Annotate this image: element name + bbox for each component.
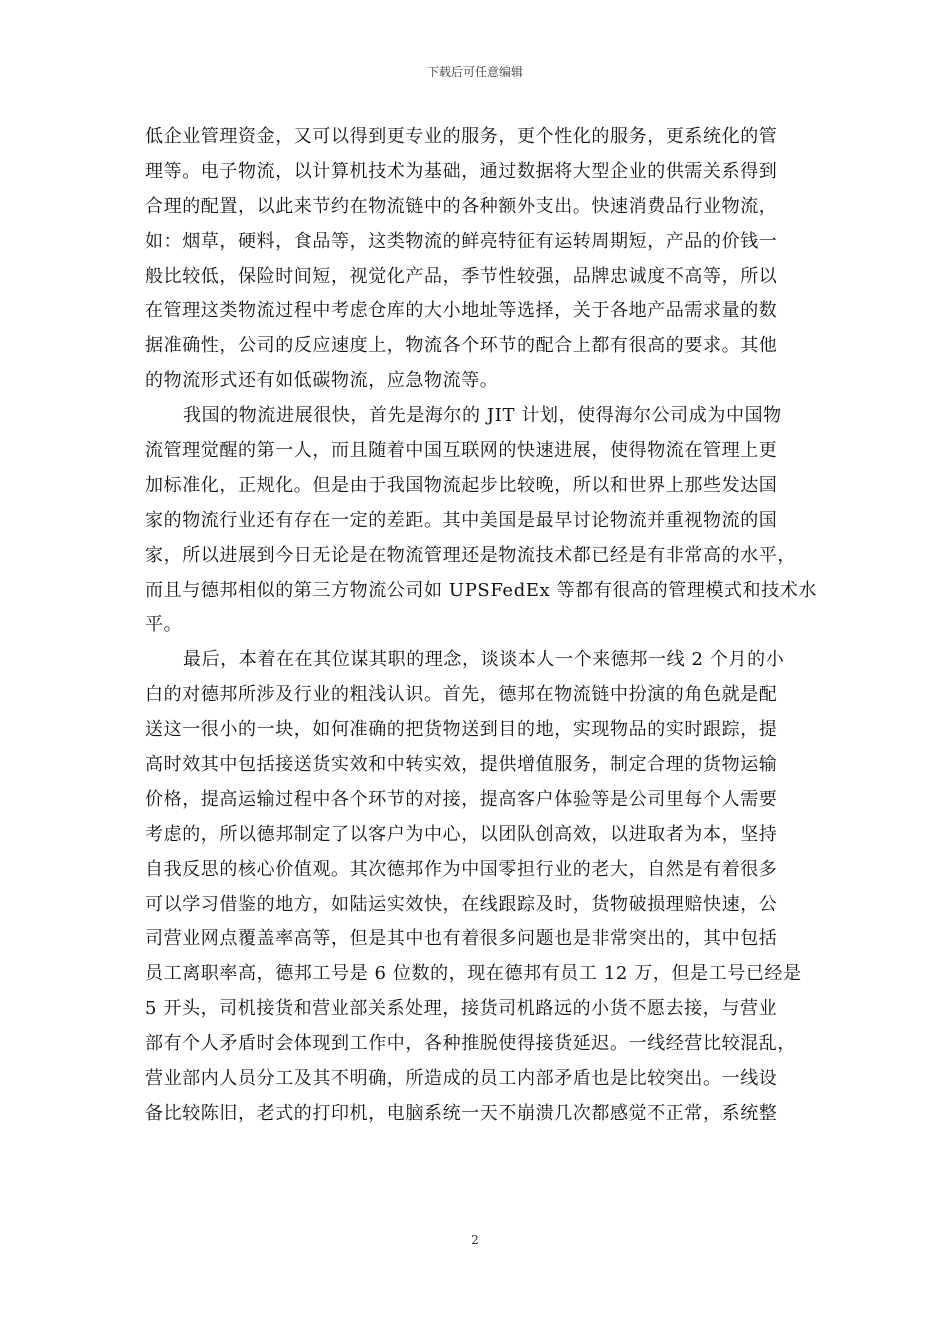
text-line: 司营业网点覆盖率高等，但是其中也有着很多问题也是非常突出的，其中包括 (145, 928, 778, 950)
text-line: 考虑的，所以德邦制定了以客户为中心，以团队创高效，以进取者为本，坚持 (145, 823, 778, 845)
text-line: 般比较低，保险时间短，视觉化产品，季节性较强，品牌忠诚度不高等，所以 (145, 265, 778, 287)
text-line: 备比较陈旧，老式的打印机，电脑系统一天不崩溃几次都感觉不正常，系统整 (145, 1102, 778, 1124)
text-line: 部有个人矛盾时会体现到工作中，各种推脱使得接货延迟。一线经营比较混乱， (145, 1033, 796, 1055)
text-line: 家的物流行业还有存在一定的差距。其中美国是最早讨论物流并重视物流的国 (145, 509, 778, 531)
text-line: 理等。电子物流，以计算机技术为基础，通过数据将大型企业的供需关系得到 (145, 160, 778, 182)
text-line: 高时效其中包括接送货实效和中转实效，提供增值服务，制定合理的货物运输 (145, 754, 778, 776)
text-line: 自我反思的核心价值观。其次德邦作为中国零担行业的老大，自然是有着很多 (145, 858, 778, 880)
text-line: 可以学习借鉴的地方，如陆运实效快，在线跟踪及时，货物破损理赔快速，公 (145, 893, 778, 915)
text-line: 如：烟草，硬料，食品等，这类物流的鲜亮特征有运转周期短，产品的价钱一 (145, 230, 778, 252)
document-body (145, 120, 818, 1132)
paragraph-1 (145, 120, 809, 399)
text-line: 的物流形式还有如低碳物流，应急物流等。 (145, 370, 499, 392)
text-line: 送这一很小的一块，如何准确的把货物送到目的地，实现物品的实时跟踪，提 (145, 719, 778, 741)
paragraph-2 (145, 399, 818, 643)
text-line: 价格，提高运输过程中各个环节的对接，提高客户体验等是公司里每个人需要 (145, 788, 778, 810)
text-line: 最后，本着在在其位谋其职的理念，谈谈本人一个来德邦一线 2 个月的小 (183, 649, 785, 671)
text-line: 家，所以进展到今日无论是在物流管理还是物流技术都已经是有非常高的水平， (145, 544, 796, 566)
text-line: 流管理觉醒的第一人，而且随着中国互联网的快速进展，使得物流在管理上更 (145, 440, 778, 462)
text-line: 在管理这类物流过程中考虑仓库的大小地址等选择，关于各地产品需求量的数 (145, 300, 778, 322)
text-line: 员工离职率高，德邦工号是 6 位数的，现在德邦有员工 12 万，但是工号已经是 (145, 963, 802, 985)
text-line: 低企业管理资金，又可以得到更专业的服务，更个性化的服务，更系统化的管 (145, 126, 778, 147)
text-line: 白的对德邦所涉及行业的粗浅认识。首先，德邦在物流链中扮演的角色就是配 (145, 684, 778, 706)
text-line: 我国的物流进展很快，首先是海尔的 JIT 计划，使得海尔公司成为中国物 (183, 405, 782, 427)
page-header: 下载后可任意编辑 (426, 65, 523, 79)
text-line: 合理的配置，以此来节约在物流链中的各种额外支出。快速消费品行业物流， (145, 195, 778, 217)
page-number: 2 (471, 1233, 479, 1247)
text-line: 平。 (145, 614, 183, 636)
paragraph-3 (145, 643, 809, 1131)
text-line: 加标准化，正规化。但是由于我国物流起步比较晚，所以和世界上那些发达国 (145, 474, 778, 496)
text-line: 而且与德邦相似的第三方物流公司如 UPSFedEx 等都有很高的管理模式和技术水 (145, 579, 818, 601)
text-line: 据准确性，公司的反应速度上，物流各个环节的配合上都有很高的要求。其他 (145, 335, 778, 357)
text-line: 5 开头，司机接货和营业部关系处理，接货司机路远的小货不愿去接，与营业 (145, 998, 778, 1020)
text-line: 营业部内人员分工及其不明确，所造成的员工内部矛盾也是比较突出。一线设 (145, 1068, 778, 1090)
